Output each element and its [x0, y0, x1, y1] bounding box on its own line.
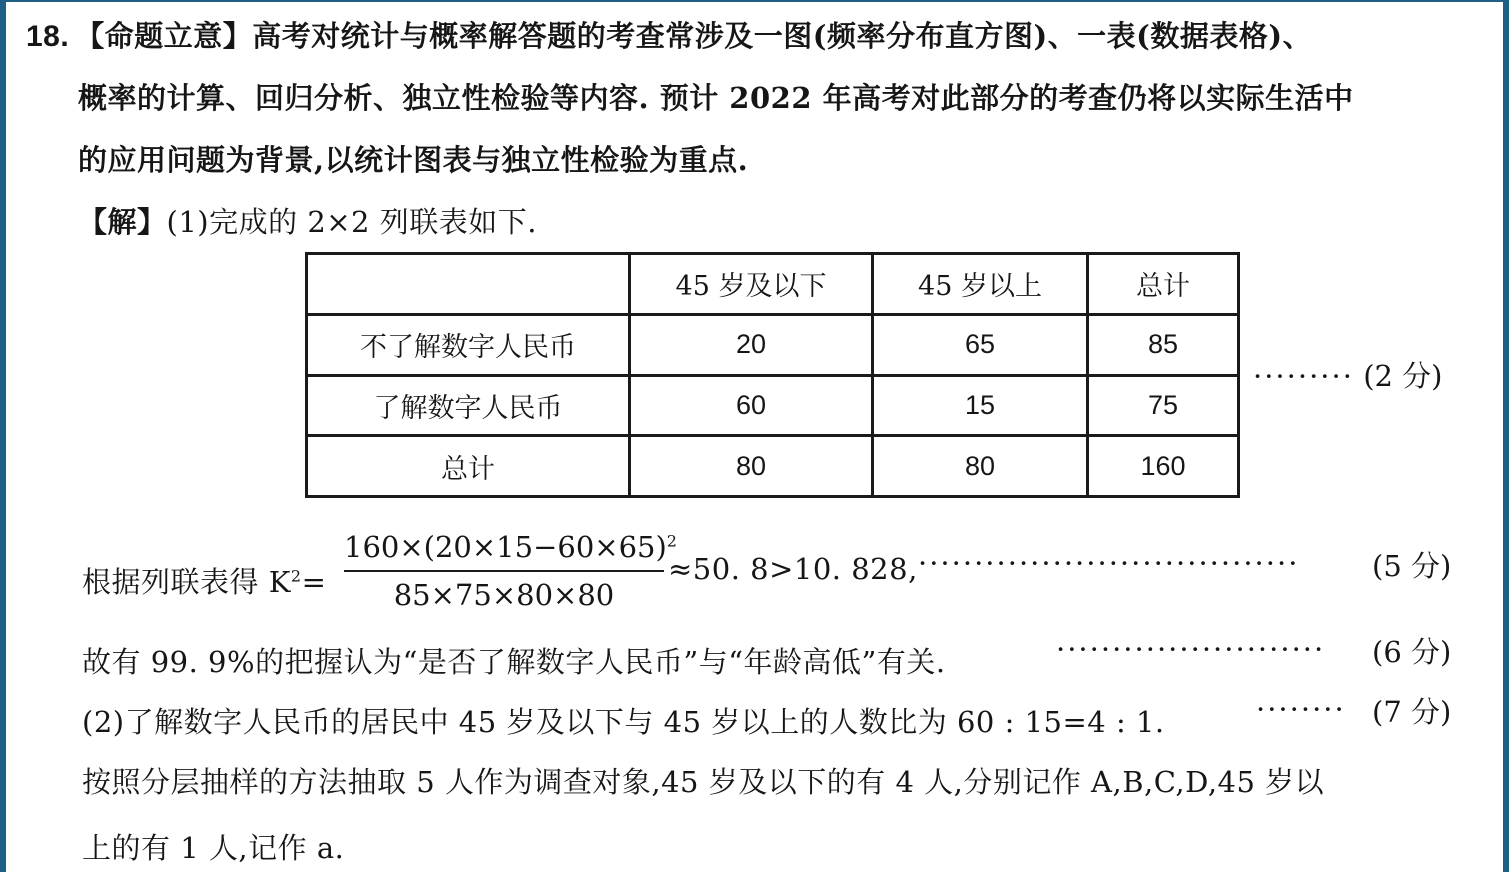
table-row-label: 了解数字人民币 [307, 375, 630, 436]
table-cell: 60 [630, 375, 873, 436]
part2-line-1: (2)了解数字人民币的居民中 45 岁及以下与 45 岁以上的人数比为 60 : 15=4 : 1. [82, 705, 1165, 739]
table-header-cell: 45 岁及以下 [630, 254, 873, 315]
formula-prefix [82, 560, 326, 601]
fraction-bar [344, 570, 664, 572]
formula-result: ≈50. 8>10. 828, [668, 552, 918, 586]
formula-equals: = [301, 565, 327, 599]
formula-numerator [344, 530, 677, 564]
table-cell: 85 [1088, 314, 1239, 375]
conclusion-line: 故有 99. 9%的把握认为“是否了解数字人民币”与“年龄高低”有关. [82, 645, 946, 679]
frame-left-border [0, 0, 6, 872]
table-row [307, 436, 1239, 497]
part2-line-3: 上的有 1 人,记作 a. [82, 831, 345, 865]
table-row [307, 375, 1239, 436]
formula-denominator: 85×75×80×80 [393, 578, 615, 612]
part2-dots: ········ [1256, 692, 1346, 726]
part1-intro-line [78, 200, 537, 241]
table-header-cell: 45 岁以上 [873, 254, 1088, 315]
contingency-table [305, 252, 1240, 498]
formula-prefix-text: 根据列联表得 K [82, 565, 291, 599]
table-row-label: 总计 [307, 436, 630, 497]
frame-top-border [0, 0, 1509, 2]
intent-line-3: 的应用问题为背景,以统计图表与独立性检验为重点. [78, 143, 749, 177]
formula-dots: ·································· [918, 546, 1300, 580]
formula-score: (5 分) [1372, 549, 1452, 583]
table-row-label: 不了解数字人民币 [307, 314, 630, 375]
frame-right-border [1503, 0, 1509, 872]
conclusion-score: (6 分) [1372, 635, 1452, 669]
table-header-row [307, 254, 1239, 315]
table-cell: 75 [1088, 375, 1239, 436]
formula-numerator-text: 160×(20×15−60×65) [344, 530, 667, 564]
intent-text-1: 高考对统计与概率解答题的考查常涉及一图(频率分布直方图)、一表(数据表格)、 [252, 19, 1313, 53]
table-cell: 80 [630, 436, 873, 497]
solution-tag: 【解】 [78, 205, 167, 239]
intent-tag: 【命题立意】 [75, 19, 253, 53]
question-number: 18. [26, 20, 70, 53]
table-score-dots: ········· [1253, 359, 1354, 393]
table-cell: 15 [873, 375, 1088, 436]
intent-line-2: 概率的计算、回归分析、独立性检验等内容. 预计 2022 年高考对此部分的考查仍将以实际生活中 [78, 81, 1354, 115]
conclusion-dots: ························ [1056, 632, 1326, 666]
formula-k-sup: 2 [290, 566, 302, 586]
table-header-cell: 总计 [1088, 254, 1239, 315]
part2-line-2: 按照分层抽样的方法抽取 5 人作为调查对象,45 岁及以下的有 4 人,分别记作 A,B,C,D,45 岁以 [82, 765, 1325, 799]
table-cell: 20 [630, 314, 873, 375]
table-cell: 80 [873, 436, 1088, 497]
part2-score: (7 分) [1372, 695, 1452, 729]
table-header-cell [307, 254, 630, 315]
part1-intro: (1)完成的 2×2 列联表如下. [166, 205, 537, 239]
table-cell: 65 [873, 314, 1088, 375]
intent-line-1 [26, 14, 1312, 55]
table-cell: 160 [1088, 436, 1239, 497]
table-row [307, 314, 1239, 375]
table-score [1253, 354, 1443, 395]
formula-numerator-sup: 2 [666, 531, 677, 551]
table-score-value: (2 分) [1363, 359, 1443, 393]
